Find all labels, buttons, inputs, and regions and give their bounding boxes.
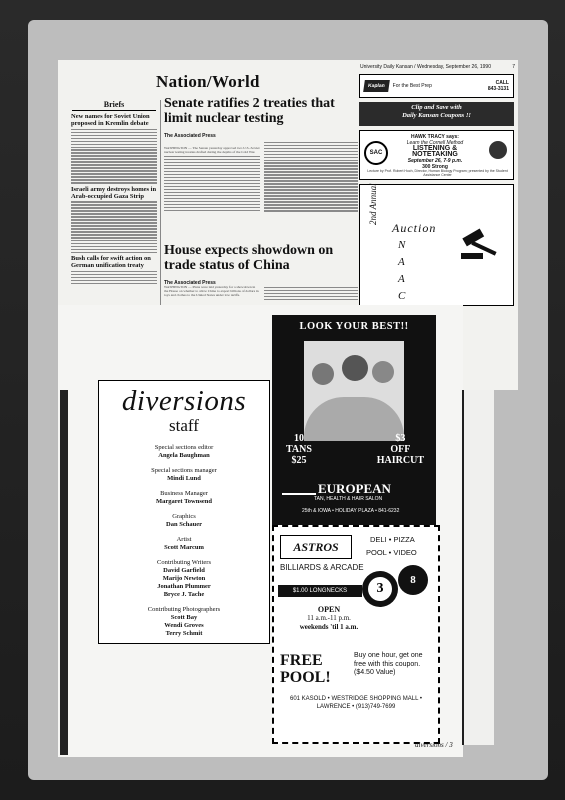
- page-edge: [60, 390, 68, 755]
- staff-name: David Garfield: [163, 567, 205, 574]
- main-headline: Senate ratifies 2 treaties that limit nuclear testing: [164, 96, 335, 126]
- main-byline: The Associated Press: [164, 133, 216, 139]
- auction-annual: 2nd Annual: [368, 183, 378, 225]
- astros-address: [274, 695, 438, 711]
- staff-name: Mindi Lund: [167, 475, 201, 482]
- astros-address-line2: LAWRENCE • (913)749-7699: [316, 704, 396, 710]
- free-pool-headline: FREE POOL!: [280, 652, 331, 686]
- main-article-col2: [264, 140, 358, 213]
- tan-offer-line: 10: [293, 433, 304, 444]
- brief-body: [71, 271, 157, 284]
- free-pool-offer: Buy one hour, get one free with this coupon. ($4.50 Value): [354, 652, 423, 676]
- auction-letters: N A A C: [398, 239, 406, 302]
- astros-line1: DELI • PIZZA: [370, 535, 415, 544]
- prep-logo: Kaplan: [363, 80, 389, 92]
- second-article: [164, 243, 364, 291]
- ad-column: [359, 74, 514, 306]
- auction-ad: [359, 184, 514, 306]
- diversions-subtitle: staff: [169, 416, 199, 435]
- briefs-title: Briefs: [72, 100, 156, 111]
- sac-logo: SAC: [364, 141, 388, 165]
- haircut-offer-line: HAIRCUT: [376, 455, 424, 466]
- page-folio: diversions / 3: [415, 741, 453, 749]
- staff-name: Margaret Townsend: [155, 498, 213, 505]
- pool-ball-8-icon: 8: [398, 565, 428, 595]
- prep-ad: [359, 74, 514, 98]
- salon-address: 25th & IOWA • HOLIDAY PLAZA • 841-6232: [302, 508, 400, 514]
- salon-logo-icon: [282, 481, 316, 495]
- haircut-offer: [377, 433, 424, 466]
- main-article: [164, 96, 364, 144]
- hawk-where: 300 Strong: [422, 164, 448, 170]
- brief-headline: Israeli army destroys homes in Arab-occupied Gaza Strip: [71, 185, 157, 200]
- haircut-offer-line: OFF: [390, 444, 411, 455]
- main-body-lines: [264, 142, 358, 212]
- section-title: Nation/World: [156, 72, 260, 91]
- hawk-text: [390, 134, 480, 170]
- photo-face: [372, 361, 394, 383]
- coupon-line2: Daily Kansan Coupons !!: [402, 112, 471, 119]
- main-lede: WASHINGTON — The Senate yesterday approved two U.S.-Soviet nuclear testing treaties drafted during the depths of the Cold War.: [164, 146, 260, 155]
- hawk-title: LISTENING & NOTETAKING: [412, 145, 458, 158]
- staff-role: Special sections editor: [154, 444, 214, 451]
- haircut-offer-line: $3: [395, 433, 406, 444]
- staff-name: Dan Schauer: [166, 521, 202, 528]
- staff-name: Scott Bay: [170, 614, 198, 621]
- hawk-lecture: Lecture by Prof. Robert Hoch, Director, Human Biology Program; presented by the Student Assistance Center: [367, 169, 508, 177]
- longnecks-banner: $1.00 LONGNECKS: [278, 585, 362, 597]
- auction-word: Auction: [392, 221, 437, 235]
- hours-weekend: weekends 'til 1 a.m.: [299, 623, 359, 631]
- astros-hours: [274, 605, 384, 632]
- staff-name: Bryce J. Tache: [163, 591, 205, 598]
- ball-number: 3: [368, 577, 392, 601]
- dateline-text: University Daily Kansan / Wednesday, September 26, 1990: [360, 64, 491, 70]
- staff-role: Special sections manager: [151, 467, 217, 474]
- coupon-banner: [359, 102, 514, 126]
- second-byline: The Associated Press: [164, 280, 216, 286]
- prep-phone: 843-3131: [487, 86, 509, 92]
- prep-call-label: CALL: [495, 80, 509, 86]
- hawk-says: HAWK TRACY says:: [411, 134, 459, 140]
- hawk-when: September 26, 7-9 p.m.: [407, 158, 463, 164]
- astros-address-line1: 601 KASOLD • WESTRIDGE SHOPPING MALL •: [289, 696, 422, 702]
- diversions-title: diversions: [121, 385, 247, 417]
- staff-name: Marijo Newton: [162, 575, 206, 582]
- brief-body: [71, 129, 157, 184]
- gavel-icon: [459, 227, 503, 261]
- hours-weekday: 11 a.m.-11 p.m.: [307, 614, 351, 622]
- prep-call: [488, 80, 509, 92]
- pool-ball-3-icon: [362, 571, 398, 607]
- second-article-col1: [164, 285, 260, 298]
- staff-role: Graphics: [172, 513, 196, 520]
- second-lede: WASHINGTON — Plans were laid yesterday for a showdown in the House on whether to allow China to export billions of dollars in toys and clothes to the United States under low tariffs.: [164, 285, 259, 298]
- tan-offer: [286, 433, 312, 466]
- salon-tagline: TAN, HEALTH & HAIR SALON: [314, 496, 383, 502]
- page-edge-right: [462, 390, 494, 745]
- staff-name: Scott Marcum: [164, 544, 204, 551]
- salon-brand: EUROPEAN: [318, 481, 391, 496]
- second-article-col2: [264, 285, 358, 302]
- prep-label: For the Best Prep: [392, 83, 432, 89]
- jayhawk-icon: [489, 141, 507, 159]
- staff-name: Terry Schmit: [165, 630, 203, 637]
- dateline: [360, 64, 515, 70]
- astros-line3: BILLIARDS & ARCADE: [280, 563, 364, 572]
- staff-name: Angela Baughman: [158, 452, 210, 459]
- astros-logo: ASTROS: [280, 535, 352, 559]
- staff-role: Artist: [176, 536, 192, 543]
- photo-face: [312, 363, 334, 385]
- astros-coupon-ad: [272, 525, 440, 744]
- main-article-col1: [164, 146, 260, 213]
- main-body-lines: [164, 156, 260, 211]
- astros-line2: POOL • VIDEO: [366, 548, 417, 557]
- hawk-sub: Learn the Cornell Method: [406, 140, 464, 146]
- staff-name: Jonathan Plummer: [157, 583, 211, 590]
- staff-role: Business Manager: [160, 490, 208, 497]
- open-label: OPEN: [317, 605, 341, 614]
- second-headline: House expects showdown on trade status of China: [164, 243, 334, 273]
- brief-headline: New names for Soviet Union proposed in Kremlin debate: [71, 113, 150, 127]
- brief-headline: Bush calls for swift action on German unification treaty: [71, 255, 151, 270]
- coupon-line1: Clip and Save with: [411, 104, 462, 111]
- salon-photo: [304, 341, 404, 441]
- tan-offer-line: $25: [291, 455, 307, 466]
- tan-offer-line: TANS: [286, 444, 312, 455]
- staff-role: Contributing Writers: [157, 559, 211, 566]
- page-number: 7: [512, 64, 515, 70]
- tanning-salon-ad: [272, 315, 436, 527]
- staff-role: Contributing Photographers: [147, 606, 221, 613]
- brief-body: [71, 201, 157, 253]
- diversions-staff-box: [98, 380, 270, 644]
- tan-headline: LOOK YOUR BEST!!: [299, 321, 409, 332]
- notetaking-ad: [359, 130, 514, 180]
- staff-name: Wendi Groves: [164, 622, 204, 629]
- photo-face: [342, 355, 368, 381]
- second-body-lines: [264, 287, 358, 300]
